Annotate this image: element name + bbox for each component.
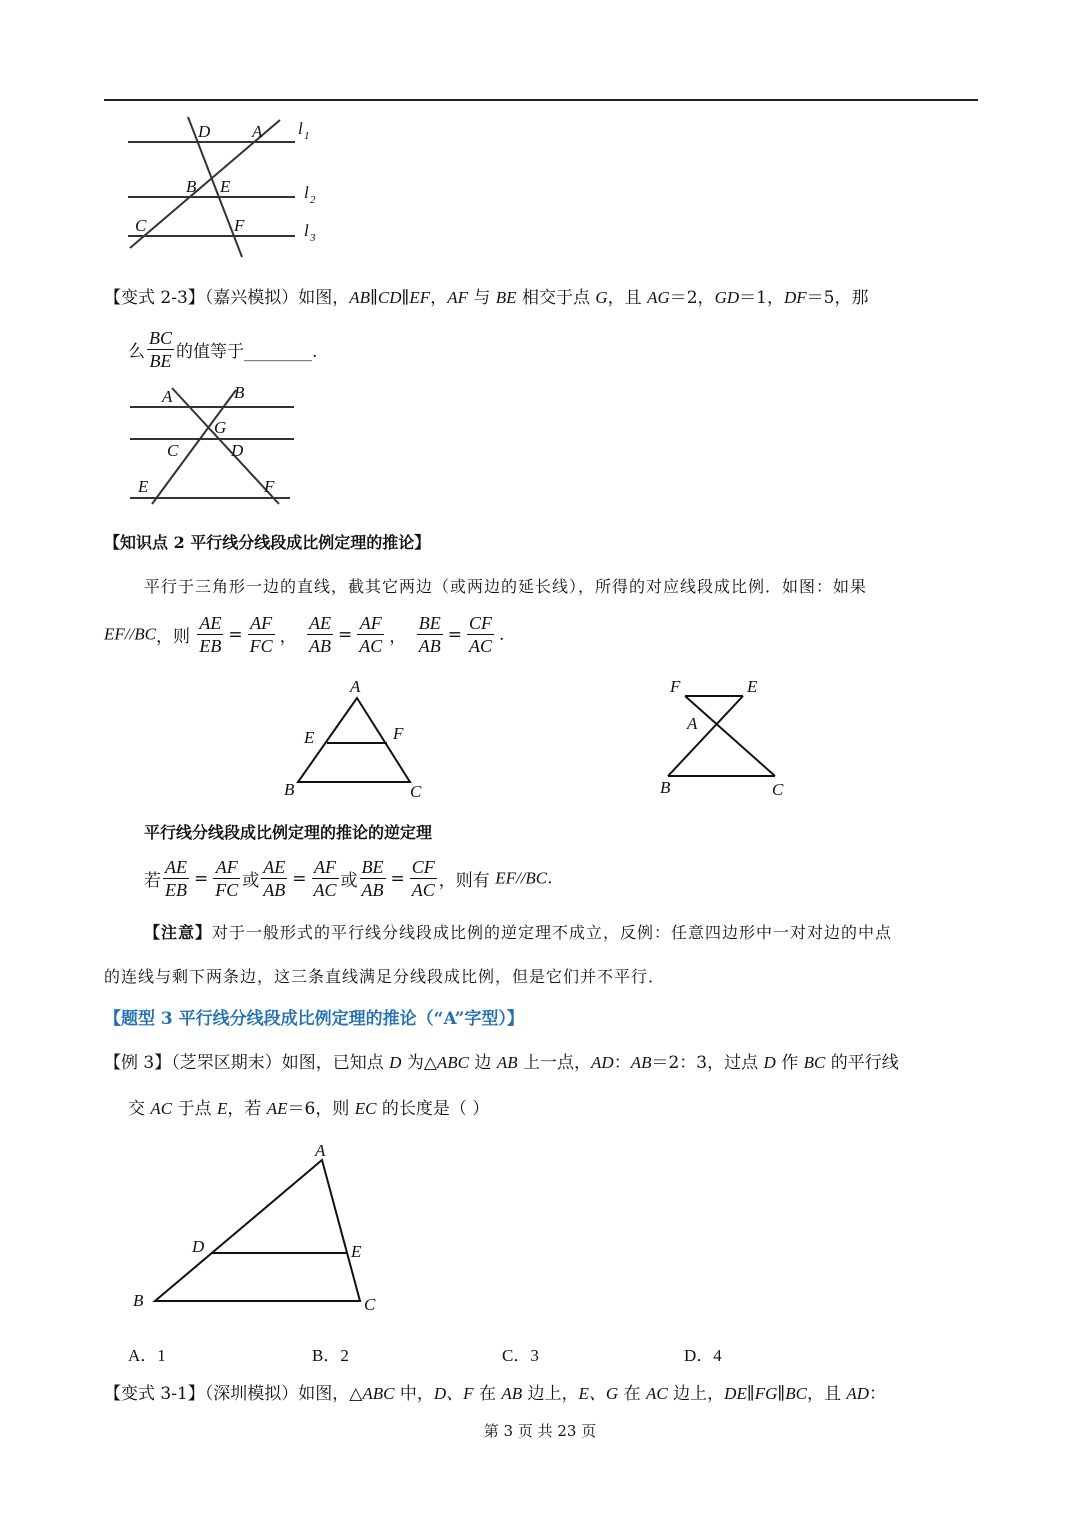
label-B: B xyxy=(284,780,295,799)
note-tag: 【注意】 xyxy=(144,923,213,942)
value: ＝2， xyxy=(669,288,715,308)
label-l2-sub: 2 xyxy=(310,194,316,206)
label-C: C xyxy=(135,216,147,235)
triangle-ABC xyxy=(155,1160,360,1301)
value: ＝5，那 xyxy=(806,288,869,308)
seg-BE: BE xyxy=(495,288,517,307)
label-l1-sub: 1 xyxy=(304,130,310,142)
figure-hourglass-EF-parallel-BC xyxy=(655,675,795,805)
label-C: C xyxy=(772,780,784,799)
label-C: C xyxy=(167,441,179,460)
label-B: B xyxy=(133,1291,144,1310)
variant-2-3-line1 xyxy=(104,286,978,310)
parallel-sign: ∥ xyxy=(401,288,410,308)
source: （嘉兴模拟）如图， xyxy=(204,288,350,308)
label-A: A xyxy=(162,387,173,406)
condition: EF//BC xyxy=(104,624,156,644)
label-A: A xyxy=(315,1141,326,1160)
seg-DF: DF xyxy=(783,288,807,307)
blank-answer: 的值等于________. xyxy=(176,342,318,362)
label-B: B xyxy=(660,778,671,797)
label-E: E xyxy=(138,477,149,496)
figure-parallel-lines-l1-l2-l3 xyxy=(120,112,330,262)
label-G: G xyxy=(214,418,227,437)
choice-b[interactable]: B．2 xyxy=(312,1346,349,1365)
label-A: A xyxy=(350,677,361,696)
seg-AG: AG xyxy=(647,288,670,307)
question-type-3-title: 【题型 3 平行线分线段成比例定理的推论（“A”字型）】 xyxy=(104,1009,524,1029)
text: 么 xyxy=(128,342,145,362)
label-l3: l xyxy=(304,221,309,240)
label-D: D xyxy=(198,122,211,141)
label-F: F xyxy=(670,677,681,696)
variant-2-3-line2 xyxy=(128,327,317,372)
label-l2: l xyxy=(304,183,309,202)
knowledge-point-2-text: 平行于三角形一边的直线，截其它两边（或两边的延长线），所得的对应线段成比例．如图：如果 xyxy=(144,577,868,596)
seg-EF: EF xyxy=(409,288,431,307)
fraction-BC-BE: $\frac{BC}{BE}$ xyxy=(149,328,173,371)
label-E: E xyxy=(747,677,758,696)
seg-AB: AB xyxy=(349,288,371,307)
choice-c[interactable]: C．3 xyxy=(502,1346,539,1365)
label-F: F xyxy=(264,477,275,496)
label-B: B xyxy=(186,177,197,196)
seg-CD: CD xyxy=(377,288,402,307)
text: 与 xyxy=(467,288,496,308)
note-line1: 【注意】对于一般形式的平行线分线段成比例的逆定理不成立，反例：任意四边形中一对对边的中点 xyxy=(144,923,893,942)
segment-EB xyxy=(668,696,743,776)
converse-title: 平行线分线段成比例定理的推论的逆定理 xyxy=(144,823,433,842)
seg-GD: GD xyxy=(714,288,740,307)
variant-tag: 【变式 2-3】 xyxy=(104,288,205,308)
text: ，则 xyxy=(155,627,190,647)
figure-example-3-triangle xyxy=(125,1140,390,1320)
point-G: G xyxy=(595,288,608,307)
seg-AF: AF xyxy=(447,288,468,307)
choice-d[interactable]: D．4 xyxy=(684,1346,722,1365)
example-3-line2: 交 AC 于点 E，若 AE＝6，则 EC 的长度是（ ） xyxy=(128,1099,490,1119)
example-3-line1: 【例 3】（芝罘区期末）如图，已知点 D 为△ABC 边 AB 上一点，AD：AB＝2：3，过点 D 作 BC 的平行线 xyxy=(104,1053,899,1073)
label-F: F xyxy=(393,724,404,743)
text: ，且 xyxy=(607,288,648,308)
parallel-sign: ∥ xyxy=(370,288,378,308)
label-A: A xyxy=(687,714,698,733)
label-F: F xyxy=(234,216,245,235)
page-footer: 第 3 页 共 23 页 xyxy=(483,1422,597,1440)
text: 相交于点 xyxy=(516,288,596,308)
label-E: E xyxy=(220,177,231,196)
label-E: E xyxy=(304,728,315,747)
label-C: C xyxy=(364,1295,376,1314)
note-line2: 的连线与剩下两条边，这三条直线满足分线段成比例，但是它们并不平行． xyxy=(104,967,666,986)
label-E: E xyxy=(351,1242,362,1261)
converse-formula-row: 若 $\frac{AE}{EB}$ = $\frac{AF}{FC}$ 或 $\frac{AE}{AB}$ = $\frac{AF}{AC}$ 或 $\frac{BE}{AB}$ = $\frac{CF}{AC}$ ，则有 EF//BC. xyxy=(144,857,553,900)
figure-AF-BE-intersect-G xyxy=(124,380,304,510)
punct: ， xyxy=(430,288,448,308)
header-rule xyxy=(104,99,978,101)
choice-a[interactable]: A．1 xyxy=(128,1346,166,1365)
label-C: C xyxy=(410,782,422,801)
kp2-formula-row: EF//BC，则 $\frac{AE}{EB}$ = $\frac{AF}{FC}$ ， $\frac{AE}{AB}$ = $\frac{AF}{AC}$ ， $\frac{BE}{AB}$ = $\frac{CF}{AC}$ . xyxy=(104,613,505,656)
label-B: B xyxy=(234,383,245,402)
segment-FC xyxy=(685,696,775,776)
label-D: D xyxy=(192,1237,205,1256)
variant-3-1-line1: 【变式 3-1】（深圳模拟）如图，△ABC 中，D、F 在 AB 边上，E、G 在 AC 边上，DE∥FG∥BC，且 AD： xyxy=(104,1384,887,1404)
knowledge-point-2-title: 【知识点 2 平行线分线段成比例定理的推论】 xyxy=(104,533,431,552)
label-A: A xyxy=(252,122,263,141)
figure-triangle-EF-parallel-BC xyxy=(280,675,430,805)
label-l1: l xyxy=(298,119,303,138)
label-D: D xyxy=(231,441,244,460)
label-l3-sub: 3 xyxy=(310,232,316,244)
value: ＝1， xyxy=(739,288,784,308)
